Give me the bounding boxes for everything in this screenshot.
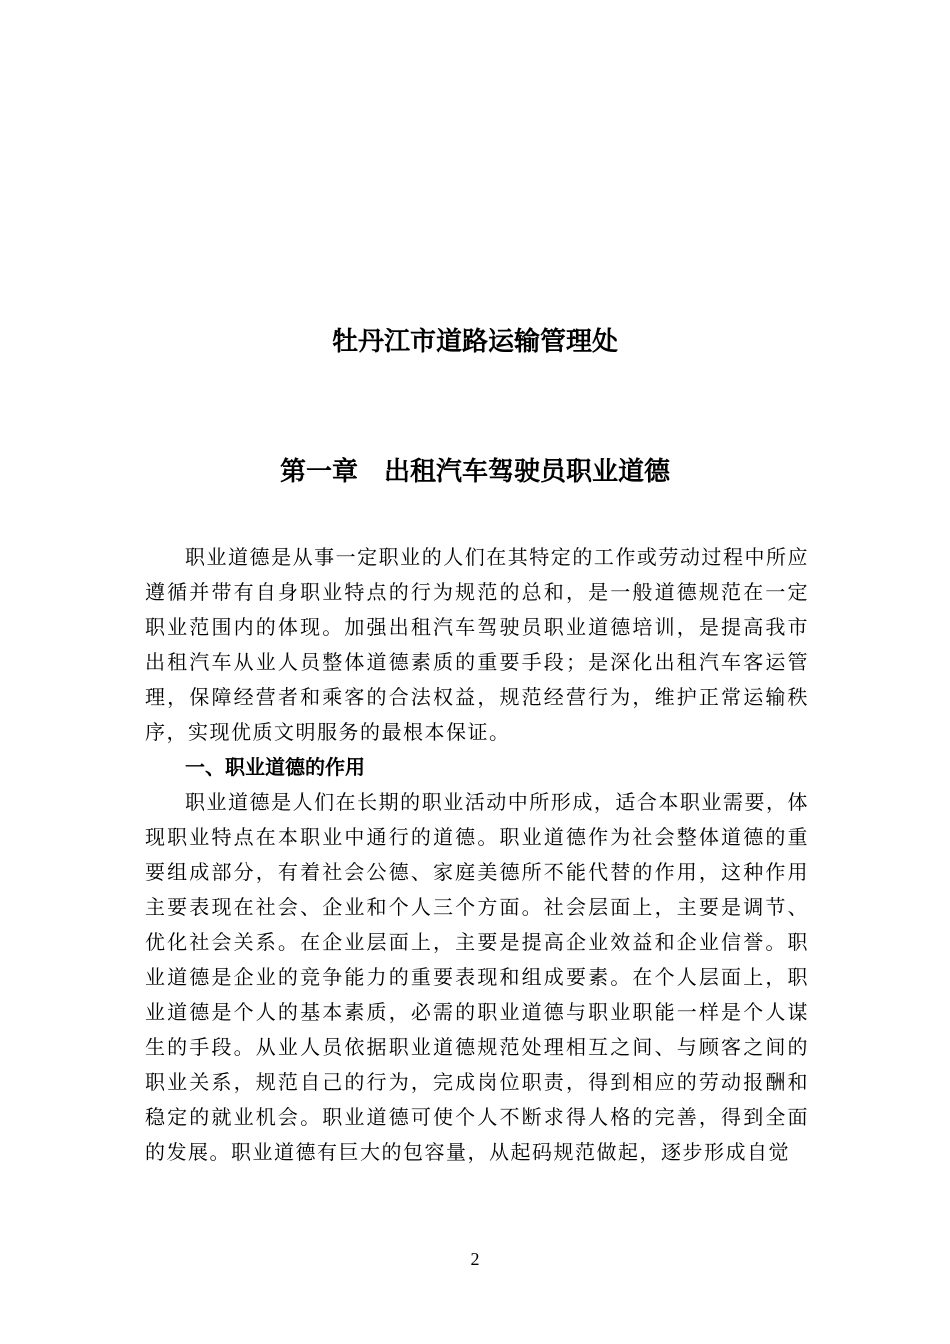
document-body bbox=[145, 540, 809, 1170]
organization-title: 牡丹江市道路运输管理处 bbox=[331, 327, 618, 357]
section-heading: 一、职业道德的作用 bbox=[185, 755, 365, 779]
section-paragraph: 职业道德是人们在长期的职业活动中所形成，适合本职业需要，体现职业特点在本职业中通行的道德。职业道德作为社会整体道德的重要组成部分，有着社会公德、家庭美德所不能代替的作用，这种作用主要表现在社会、企业和个人三个方面。社会层面上，主要是调节、优化社会关系。在企业层面上，主要是提高企业效益和企业信誉。职业道德是企业的竞争能力的重要表现和组成要素。在个人层面上，职业道德是个人的基本素质，必需的职业道德与职业职能一样是个人谋生的手段。从业人员依据职业道德规范处理相互之间、与顾客之间的职业关系，规范自己的行为，完成岗位职责，得到相应的劳动报酬和稳定的就业机会。职业道德可使个人不断求得人格的完善，得到全面的发展。职业道德有巨大的包容量，从起码规范做起，逐步形成自觉 bbox=[145, 790, 809, 1164]
intro-paragraph: 职业道德是从事一定职业的人们在其特定的工作或劳动过程中所应遵循并带有自身职业特点的行为规范的总和，是一般道德规范在一定职业范围内的体现。加强出租汽车驾驶员职业道德培训，是提高我市出租汽车从业人员整体道德素质的重要手段；是深化出租汽车客运管理，保障经营者和乘客的合法权益，规范经营行为，维护正常运输秩序，实现优质文明服务的最根本保证。 bbox=[145, 545, 809, 744]
page-number: 2 bbox=[470, 1249, 480, 1269]
chapter-title: 第一章 出租汽车驾驶员职业道德 bbox=[279, 457, 670, 487]
